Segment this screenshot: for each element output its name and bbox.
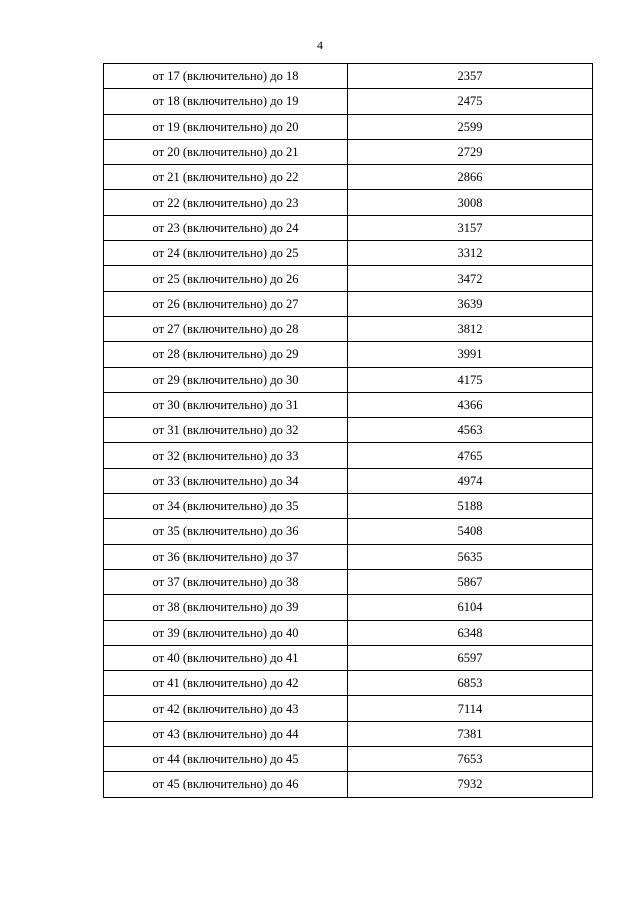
value-cell: 7932 <box>348 772 593 797</box>
value-cell: 7381 <box>348 721 593 746</box>
range-cell: от 30 (включительно) до 31 <box>104 392 348 417</box>
page-number: 4 <box>317 38 323 52</box>
value-cell: 3157 <box>348 215 593 240</box>
table-row <box>104 190 593 215</box>
table-row <box>104 595 593 620</box>
table-row <box>104 291 593 316</box>
value-cell: 5408 <box>348 519 593 544</box>
value-cell: 3812 <box>348 316 593 341</box>
range-cell: от 42 (включительно) до 43 <box>104 696 348 721</box>
value-cell: 7114 <box>348 696 593 721</box>
table-row <box>104 215 593 240</box>
table-row <box>104 443 593 468</box>
range-cell: от 39 (включительно) до 40 <box>104 620 348 645</box>
data-table <box>103 63 593 798</box>
table-row <box>104 645 593 670</box>
table-row <box>104 696 593 721</box>
range-cell: от 29 (включительно) до 30 <box>104 367 348 392</box>
range-cell: от 24 (включительно) до 25 <box>104 241 348 266</box>
table-row <box>104 165 593 190</box>
range-cell: от 28 (включительно) до 29 <box>104 342 348 367</box>
range-cell: от 41 (включительно) до 42 <box>104 671 348 696</box>
table-body <box>104 64 593 798</box>
value-cell: 2866 <box>348 165 593 190</box>
range-cell: от 22 (включительно) до 23 <box>104 190 348 215</box>
value-cell: 3008 <box>348 190 593 215</box>
range-cell: от 35 (включительно) до 36 <box>104 519 348 544</box>
table-row <box>104 544 593 569</box>
value-cell: 2599 <box>348 114 593 139</box>
value-cell: 3312 <box>348 241 593 266</box>
value-cell: 2357 <box>348 64 593 89</box>
value-cell: 5188 <box>348 494 593 519</box>
value-cell: 4765 <box>348 443 593 468</box>
table-row <box>104 114 593 139</box>
value-cell: 6597 <box>348 645 593 670</box>
value-cell: 3991 <box>348 342 593 367</box>
table-row <box>104 671 593 696</box>
range-cell: от 27 (включительно) до 28 <box>104 316 348 341</box>
table-row <box>104 266 593 291</box>
value-cell: 3639 <box>348 291 593 316</box>
range-cell: от 32 (включительно) до 33 <box>104 443 348 468</box>
table-row <box>104 620 593 645</box>
range-cell: от 36 (включительно) до 37 <box>104 544 348 569</box>
range-cell: от 23 (включительно) до 24 <box>104 215 348 240</box>
range-cell: от 26 (включительно) до 27 <box>104 291 348 316</box>
value-cell: 3472 <box>348 266 593 291</box>
table-row <box>104 139 593 164</box>
range-cell: от 44 (включительно) до 45 <box>104 747 348 772</box>
table-row <box>104 418 593 443</box>
table-row <box>104 89 593 114</box>
table-row <box>104 519 593 544</box>
range-cell: от 17 (включительно) до 18 <box>104 64 348 89</box>
range-cell: от 31 (включительно) до 32 <box>104 418 348 443</box>
value-cell: 4974 <box>348 468 593 493</box>
value-cell: 6853 <box>348 671 593 696</box>
range-cell: от 45 (включительно) до 46 <box>104 772 348 797</box>
table-row <box>104 392 593 417</box>
value-cell: 2475 <box>348 89 593 114</box>
value-cell: 5867 <box>348 569 593 594</box>
range-cell: от 25 (включительно) до 26 <box>104 266 348 291</box>
range-cell: от 21 (включительно) до 22 <box>104 165 348 190</box>
range-cell: от 19 (включительно) до 20 <box>104 114 348 139</box>
range-cell: от 43 (включительно) до 44 <box>104 721 348 746</box>
table-row <box>104 367 593 392</box>
table-row <box>104 241 593 266</box>
table-row <box>104 342 593 367</box>
table-row <box>104 772 593 797</box>
range-cell: от 20 (включительно) до 21 <box>104 139 348 164</box>
value-cell: 4366 <box>348 392 593 417</box>
table-row <box>104 316 593 341</box>
range-cell: от 38 (включительно) до 39 <box>104 595 348 620</box>
table-row <box>104 494 593 519</box>
value-cell: 4563 <box>348 418 593 443</box>
value-cell: 5635 <box>348 544 593 569</box>
range-cell: от 37 (включительно) до 38 <box>104 569 348 594</box>
table-row <box>104 747 593 772</box>
value-cell: 7653 <box>348 747 593 772</box>
value-cell: 2729 <box>348 139 593 164</box>
range-cell: от 34 (включительно) до 35 <box>104 494 348 519</box>
table-row <box>104 468 593 493</box>
table-row <box>104 64 593 89</box>
table-row <box>104 569 593 594</box>
value-cell: 4175 <box>348 367 593 392</box>
table-row <box>104 721 593 746</box>
value-cell: 6348 <box>348 620 593 645</box>
range-cell: от 33 (включительно) до 34 <box>104 468 348 493</box>
value-cell: 6104 <box>348 595 593 620</box>
range-cell: от 18 (включительно) до 19 <box>104 89 348 114</box>
range-cell: от 40 (включительно) до 41 <box>104 645 348 670</box>
